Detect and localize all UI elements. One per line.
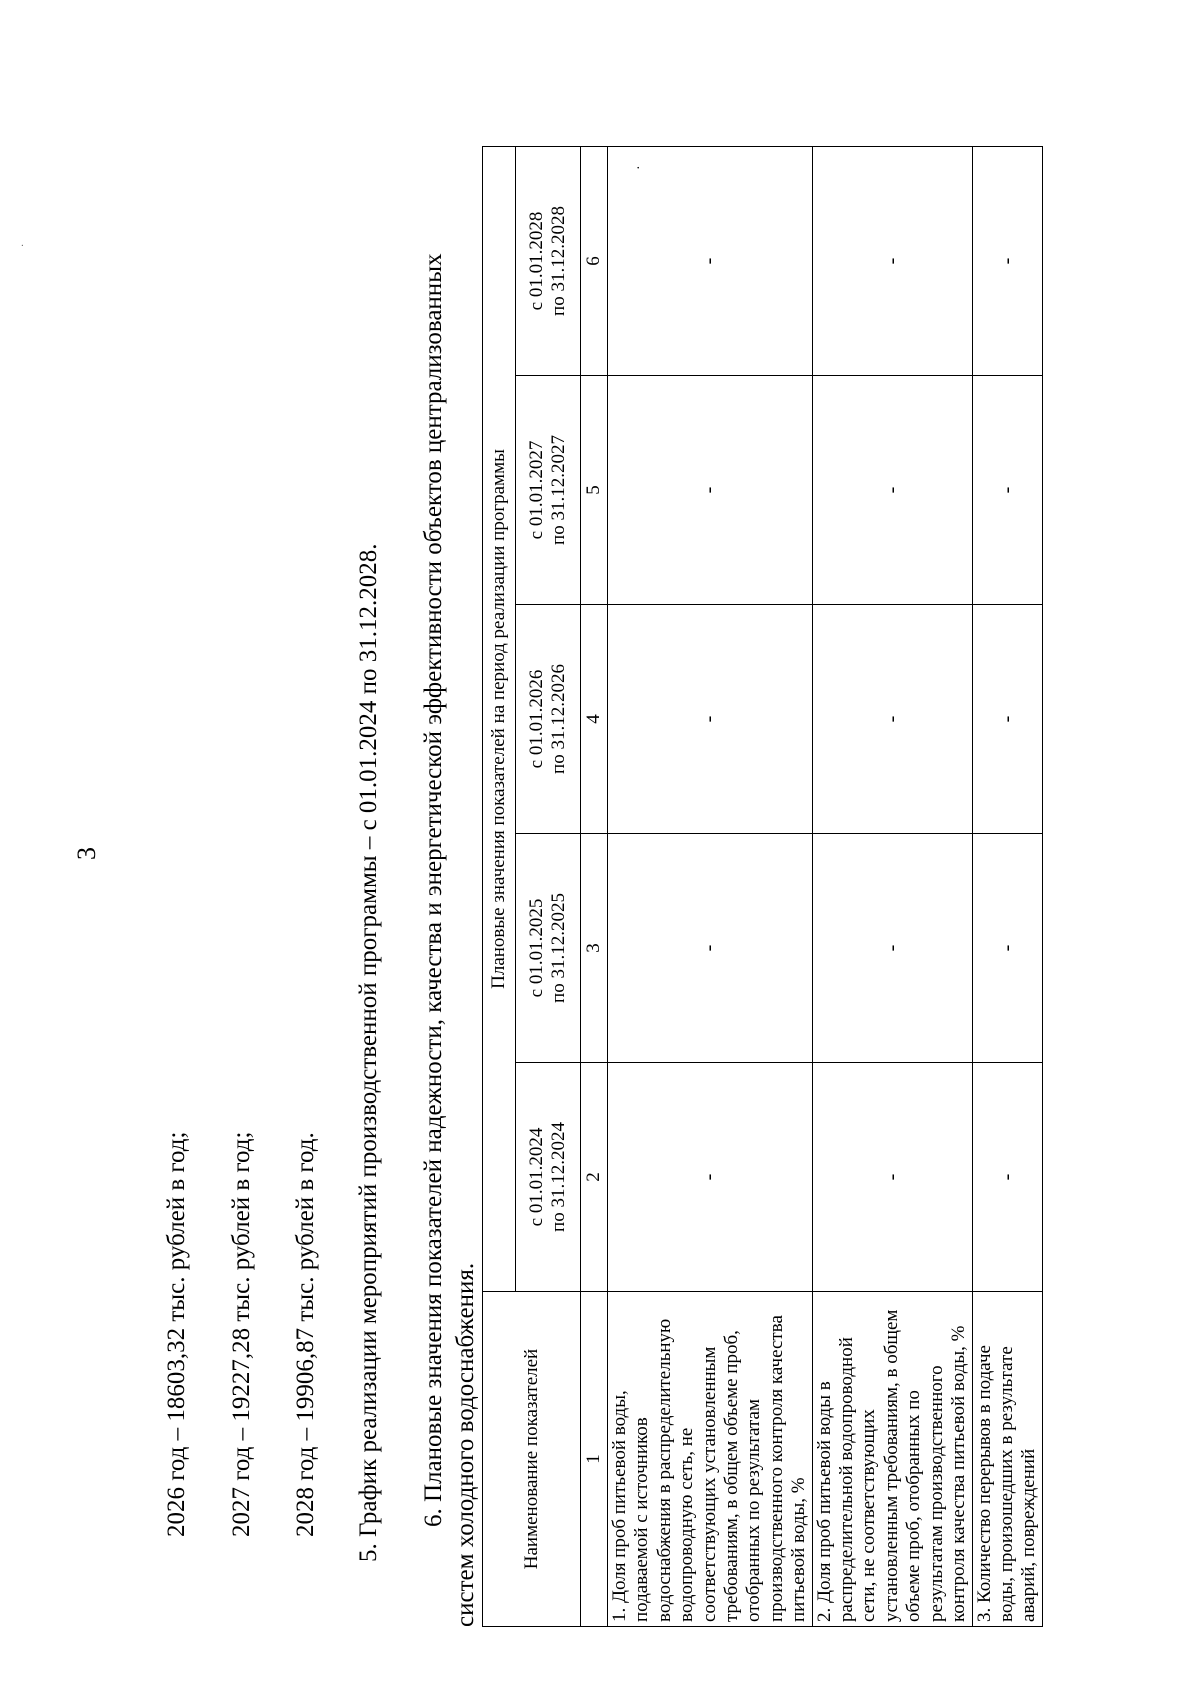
header-period-2026: с 01.01.2026 по 31.12.2026 <box>516 605 581 834</box>
table-row <box>972 147 1042 1627</box>
column-number-1: 1 <box>581 1292 608 1627</box>
header-period-2024: с 01.01.2024 по 31.12.2024 <box>516 1063 581 1292</box>
row-2-value-2025: - <box>812 834 972 1063</box>
cost-line-2028: 2028 год – 19906,87 тыс. рублей в год. <box>292 1132 319 1537</box>
row-1-value-2028: - <box>608 147 813 376</box>
section-6-heading-line1: 6. Плановые значения показателей надежности, качества и энергетической эффективности объектов централизованных <box>420 253 447 1527</box>
row-3-value-2025: - <box>972 834 1042 1063</box>
header-period-2025: с 01.01.2025 по 31.12.2025 <box>516 834 581 1063</box>
row-2-value-2027: - <box>812 376 972 605</box>
row-3-value-2028: - <box>972 147 1042 376</box>
row-3-value-2026: - <box>972 605 1042 834</box>
row-1-value-2025: - <box>608 834 813 1063</box>
row-1-value-2026: - <box>608 605 813 834</box>
row-2-value-2028: - <box>812 147 972 376</box>
page-number: 3 <box>72 847 101 860</box>
header-plan-values: Плановые значения показателей на период реализации программы <box>483 147 516 1292</box>
row-2-value-2024: - <box>812 1063 972 1292</box>
header-period-2028: с 01.01.2028 по 31.12.2028 <box>516 147 581 376</box>
cost-line-2027: 2027 год – 19227,28 тыс. рублей в год; <box>228 1131 255 1537</box>
table-row <box>608 147 813 1627</box>
row-3-value-2024: - <box>972 1063 1042 1292</box>
row-3-name: 3. Количество перерывов в подаче воды, произошедших в результате аварий, повреждений <box>972 1292 1042 1627</box>
column-number-6: 6 <box>581 147 608 376</box>
table-row <box>812 147 972 1627</box>
header-period-2027: с 01.01.2027 по 31.12.2027 <box>516 376 581 605</box>
row-1-value-2027: - <box>608 376 813 605</box>
row-2-name: 2. Доля проб питьевой воды в распределительной водопроводной сети, не соответствующих установленным требованиям, в общем объеме проб, отобранных по результатам производственного контроля качества питьевой воды, % <box>812 1292 972 1627</box>
row-3-value-2027: - <box>972 376 1042 605</box>
row-1-name: 1. Доля проб питьевой воды, подаваемой с источников водоснабжения в распределительную водопроводную сеть, не соответствующих установленным требованиям, в общем объеме проб, отобранных по результатам производственного контроля качества питьевой воды, % <box>608 1292 813 1627</box>
row-2-value-2026: - <box>812 605 972 834</box>
column-number-2: 2 <box>581 1063 608 1292</box>
scan-speck: · <box>18 243 29 247</box>
header-indicator-name: Наименование показателей <box>483 1292 581 1627</box>
row-1-value-2024: - <box>608 1063 813 1292</box>
section-5-schedule: 5. График реализации мероприятий производственной программы – с 01.01.2024 по 31.12.2028. <box>355 543 382 1562</box>
cost-line-2026: 2026 год – 18603,32 тыс. рублей в год; <box>163 1131 190 1537</box>
column-number-5: 5 <box>581 376 608 605</box>
indicators-table <box>482 146 1043 1627</box>
section-6-heading-line2: систем холодного водоснабжения. <box>452 1262 479 1627</box>
column-number-4: 4 <box>581 605 608 834</box>
scan-dot: · <box>632 165 647 170</box>
column-number-3: 3 <box>581 834 608 1063</box>
